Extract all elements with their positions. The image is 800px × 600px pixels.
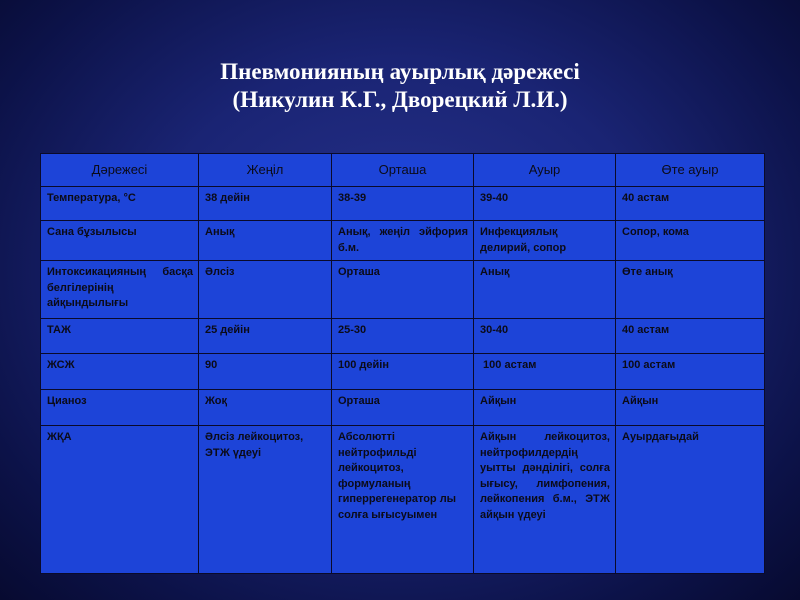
title-line-1: Пневмонияның ауырлық дәрежесі bbox=[220, 59, 580, 84]
table-row bbox=[41, 426, 765, 574]
table-cell: Орташа bbox=[332, 390, 474, 426]
row-label: Температура, °С bbox=[41, 187, 199, 221]
table-cell: Әлсіз bbox=[199, 261, 332, 319]
table-cell: 40 астам bbox=[616, 187, 765, 221]
table-row bbox=[41, 221, 765, 261]
table-cell: 39-40 bbox=[474, 187, 616, 221]
row-label: Сана бұзылысы bbox=[41, 221, 199, 261]
table-cell: Айқын bbox=[616, 390, 765, 426]
table-cell: Айқын bbox=[474, 390, 616, 426]
table-cell: Анық, жеңіл эйфория б.м. bbox=[332, 221, 474, 261]
table-cell: Жоқ bbox=[199, 390, 332, 426]
table-cell: Сопор, кома bbox=[616, 221, 765, 261]
row-label: ТАЖ bbox=[41, 319, 199, 354]
header-moderate: Орташа bbox=[332, 154, 474, 187]
header-severe: Ауыр bbox=[474, 154, 616, 187]
table-cell: 38 дейін bbox=[199, 187, 332, 221]
table-cell: 100 астам bbox=[616, 354, 765, 390]
table-cell: 38-39 bbox=[332, 187, 474, 221]
table-row bbox=[41, 390, 765, 426]
table-row bbox=[41, 354, 765, 390]
header-very-severe: Өте ауыр bbox=[616, 154, 765, 187]
table-cell: 25 дейін bbox=[199, 319, 332, 354]
row-label: ЖСЖ bbox=[41, 354, 199, 390]
severity-table bbox=[40, 153, 765, 574]
header-grade: Дәрежесі bbox=[41, 154, 199, 187]
table-cell: Абсолютті нейтрофильді лейкоцитоз, формуланың гиперрегенератор лы солға ығысуымен bbox=[332, 426, 474, 574]
table-cell: Анық bbox=[474, 261, 616, 319]
table-row bbox=[41, 187, 765, 221]
table-cell: 90 bbox=[199, 354, 332, 390]
row-label: Цианоз bbox=[41, 390, 199, 426]
table-cell: 40 астам bbox=[616, 319, 765, 354]
table-header-row bbox=[41, 154, 765, 187]
table-cell: Әлсіз лейкоцитоз, ЭТЖ үдеуі bbox=[199, 426, 332, 574]
table-cell: Инфекциялық делирий, сопор bbox=[474, 221, 616, 261]
slide-title bbox=[0, 58, 800, 114]
table-cell: Анық bbox=[199, 221, 332, 261]
header-mild: Жеңіл bbox=[199, 154, 332, 187]
table-cell: 100 дейін bbox=[332, 354, 474, 390]
table-cell: Ауырдағыдай bbox=[616, 426, 765, 574]
table-cell: 25-30 bbox=[332, 319, 474, 354]
row-label: ЖҚА bbox=[41, 426, 199, 574]
table-row bbox=[41, 261, 765, 319]
title-line-2: (Никулин К.Г., Дворецкий Л.И.) bbox=[232, 87, 568, 112]
table-cell: Өте анық bbox=[616, 261, 765, 319]
table-row bbox=[41, 319, 765, 354]
row-label: Интоксикацияның басқа белгілерінің айқындылығы bbox=[41, 261, 199, 319]
table-cell: 30-40 bbox=[474, 319, 616, 354]
table-cell: 100 астам bbox=[474, 354, 616, 390]
table-cell: Айқын лейкоцитоз, нейтрофилдердің уытты дәнділігі, солға ығысу, лимфопения, лейкопения б.м., ЭТЖ айқын үдеуі bbox=[474, 426, 616, 574]
table-cell: Орташа bbox=[332, 261, 474, 319]
